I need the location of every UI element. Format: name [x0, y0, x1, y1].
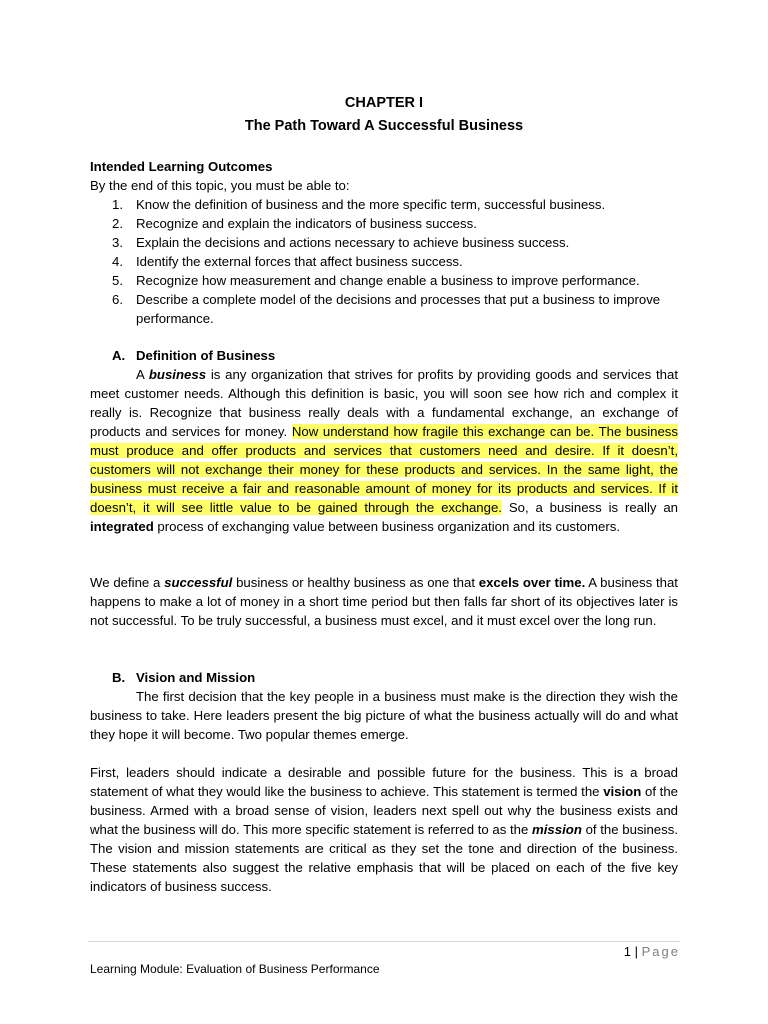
section-b-heading: [90, 668, 678, 687]
list-item: [90, 195, 678, 214]
vision-mission-paragraph: [90, 763, 678, 896]
paragraph: The first decision that the key people in a business must make is the direction they wish the business to take. Here leaders present the big picture of what the business actually will do and what they hope it will become. Two popular themes emerge.: [90, 689, 678, 742]
term-successful: successful: [164, 575, 233, 590]
list-text: Recognize and explain the indicators of business success.: [136, 216, 477, 231]
list-item: [90, 271, 678, 290]
section-a: [90, 346, 678, 536]
list-text: Recognize how measurement and change enable a business to improve performance.: [136, 273, 640, 288]
highlighted-text: Now understand how fragile this exchange can be. The business must produce and offer products and services that customers need and desire. If it doesn’t, customers will not exchange their money for these products and services. In the same light, the business must receive a fair and reasonable amount of money for its products and services. If it doesn’t, it will see little value to be gained through the exchange.: [90, 424, 678, 515]
section-a-heading: [90, 346, 678, 365]
section-letter: A.: [112, 348, 126, 363]
section-heading-text: Definition of Business: [136, 348, 276, 363]
section-b: [90, 668, 678, 744]
section-letter: B.: [112, 670, 126, 685]
list-text: Describe a complete model of the decisions and processes that put a business to improve performance.: [136, 292, 661, 326]
outcomes-heading: Intended Learning Outcomes: [90, 159, 273, 174]
list-item: [90, 214, 678, 233]
text-run: A: [136, 367, 149, 382]
list-number: 5.: [112, 273, 123, 288]
page-word: Page: [641, 944, 680, 959]
outcomes-intro: By the end of this topic, you must be able to:: [90, 178, 350, 193]
term-vision: vision: [603, 784, 642, 799]
footer-module-title: Learning Module: Evaluation of Business Performance: [90, 962, 380, 976]
text-run: A business that happens to make a lot of money in a short time period but then falls far short of its objectives later is not successful. To be truly successful, a business must excel, and it must excel over the long run.: [90, 575, 678, 628]
business-definition-paragraph: [90, 365, 678, 536]
text-run: of the business. Armed with a broad sense of vision, leaders next spell out why the business exists and what the business will do. This more specific statement is referred to as the: [90, 784, 678, 837]
text-run: So, a business is really an: [501, 500, 678, 515]
list-item: [90, 252, 678, 271]
text-run: of the business. The vision and mission statements are critical as they set the tone and direction of the business. These statements also suggest the relative emphasis that will be placed on each of the five key indicators of business success.: [90, 822, 678, 894]
list-text: Know the definition of business and the more specific term, successful business.: [136, 197, 606, 212]
footer-divider: [88, 941, 680, 942]
page-separator: |: [631, 944, 642, 959]
text-run: First, leaders should indicate a desirable and possible future for the business. This is a broad statement of what they would like the business to achieve. This statement is termed the: [90, 765, 678, 799]
page-number: [624, 944, 680, 959]
term-excels: excels over time.: [478, 575, 586, 590]
list-text: Identify the external forces that affect business success.: [136, 254, 463, 269]
list-item: [90, 233, 678, 252]
page-number-value: 1: [623, 944, 632, 959]
successful-business-paragraph: [90, 573, 678, 630]
text-run: process of exchanging value between business organization and its customers.: [153, 519, 620, 534]
outcomes-list: [90, 195, 678, 328]
list-number: 2.: [112, 216, 123, 231]
text-run: business or healthy business as one that: [232, 575, 479, 590]
text-run: is any organization that strives for profits by providing goods and services that meet customer needs. Although this definition is basic, you will soon see how rich and complex it really is. Recognize that business really deals with a fundamental exchange, an exchange of products and services for money.: [90, 367, 679, 439]
chapter-title: The Path Toward A Successful Business: [244, 118, 524, 134]
chapter-label: CHAPTER I: [344, 95, 424, 111]
term-business: business: [148, 367, 207, 382]
term-mission: mission: [532, 822, 582, 837]
section-heading-text: Vision and Mission: [136, 670, 256, 685]
learning-outcomes: [90, 157, 678, 328]
paragraph: [90, 573, 678, 630]
list-number: 6.: [112, 292, 123, 307]
list-text: Explain the decisions and actions necessary to achieve business success.: [136, 235, 570, 250]
list-item: [90, 290, 678, 328]
list-number: 3.: [112, 235, 123, 250]
list-number: 1.: [112, 197, 123, 212]
list-number: 4.: [112, 254, 123, 269]
paragraph: [90, 763, 678, 896]
term-integrated: integrated: [90, 519, 154, 534]
text-run: We define a: [90, 575, 165, 590]
